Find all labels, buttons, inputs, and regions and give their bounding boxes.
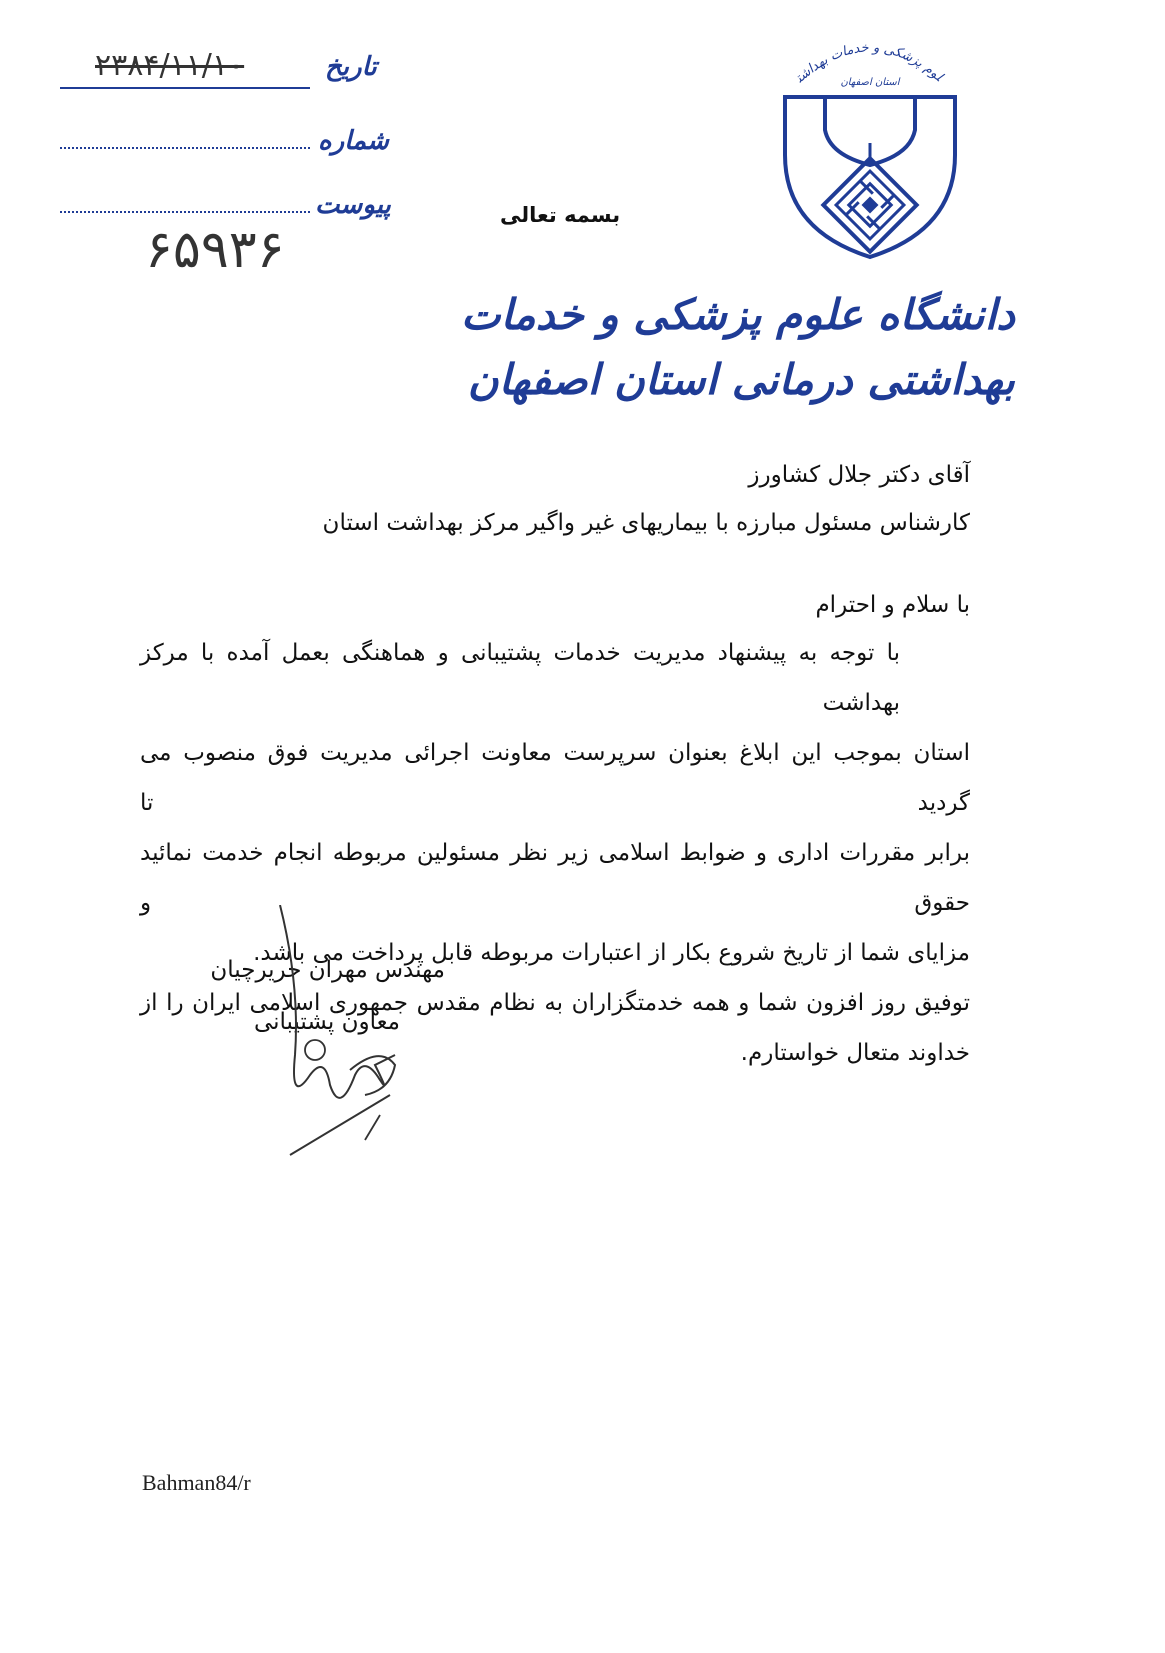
emblem-icon <box>770 25 970 265</box>
closing-line: توفیق روز افزون شما و همه خدمتگزاران به نظام مقدس جمهوری اسلامی ایران را از <box>140 990 970 1016</box>
university-emblem <box>770 25 970 265</box>
attachment-line <box>60 211 310 213</box>
number-label: شماره <box>318 126 389 156</box>
org-name-line2: بهداشتی درمانی استان اصفهان <box>467 355 1015 404</box>
emblem-subtext: استان اصفهان <box>840 77 900 88</box>
date-value: ۲۳۸۴/۱۱/۱۰ <box>95 48 245 83</box>
date-label: تاریخ <box>325 52 377 82</box>
signature-icon <box>270 905 420 1165</box>
signatory-position: معاون پشتیبانی <box>253 1009 400 1035</box>
reference-number: ۶۵۹۳۶ <box>145 220 285 280</box>
number-line <box>60 147 310 149</box>
handwritten-signature <box>270 905 420 1165</box>
date-line <box>60 87 310 89</box>
body-line: با توجه به پیشنهاد مدیریت خدمات پشتیبانی و هماهنگی بعمل آمده با مرکز بهداشت <box>140 640 900 716</box>
greeting: با سلام و احترام <box>815 592 970 618</box>
body-line: برابر مقررات اداری و ضوابط اسلامی زیر نظر مسئولین مربوطه انجام خدمت نمائید حقوق و <box>140 840 970 916</box>
basmala: بسمه تعالی <box>500 203 621 227</box>
org-name-line1: دانشگاه علوم پزشکی و خدمات <box>460 290 1015 339</box>
attachment-label: پیوست <box>315 190 391 220</box>
recipient-name: آقای دکتر جلال کشاورز <box>748 462 970 488</box>
body-line: استان بموجب این ابلاغ بعنوان سرپرست معاونت اجرائی مدیریت فوق منصوب می گردید تا <box>140 740 970 816</box>
recipient-title: کارشناس مسئول مبارزه با بیماریهای غیر واگیر مرکز بهداشت استان <box>322 510 970 536</box>
footer-code: Bahman84/r <box>142 1470 251 1495</box>
signatory-name: مهندس مهران حریرچیان <box>210 957 445 983</box>
emblem-arc-text: لوم پزشکی و خدمات بهداشت <box>792 40 946 86</box>
closing-line: خداوند متعال خواستارم. <box>740 1040 970 1066</box>
body-line: مزایای شما از تاریخ شروع بکار از اعتبارات مربوطه قابل پرداخت می باشد. <box>253 940 970 966</box>
